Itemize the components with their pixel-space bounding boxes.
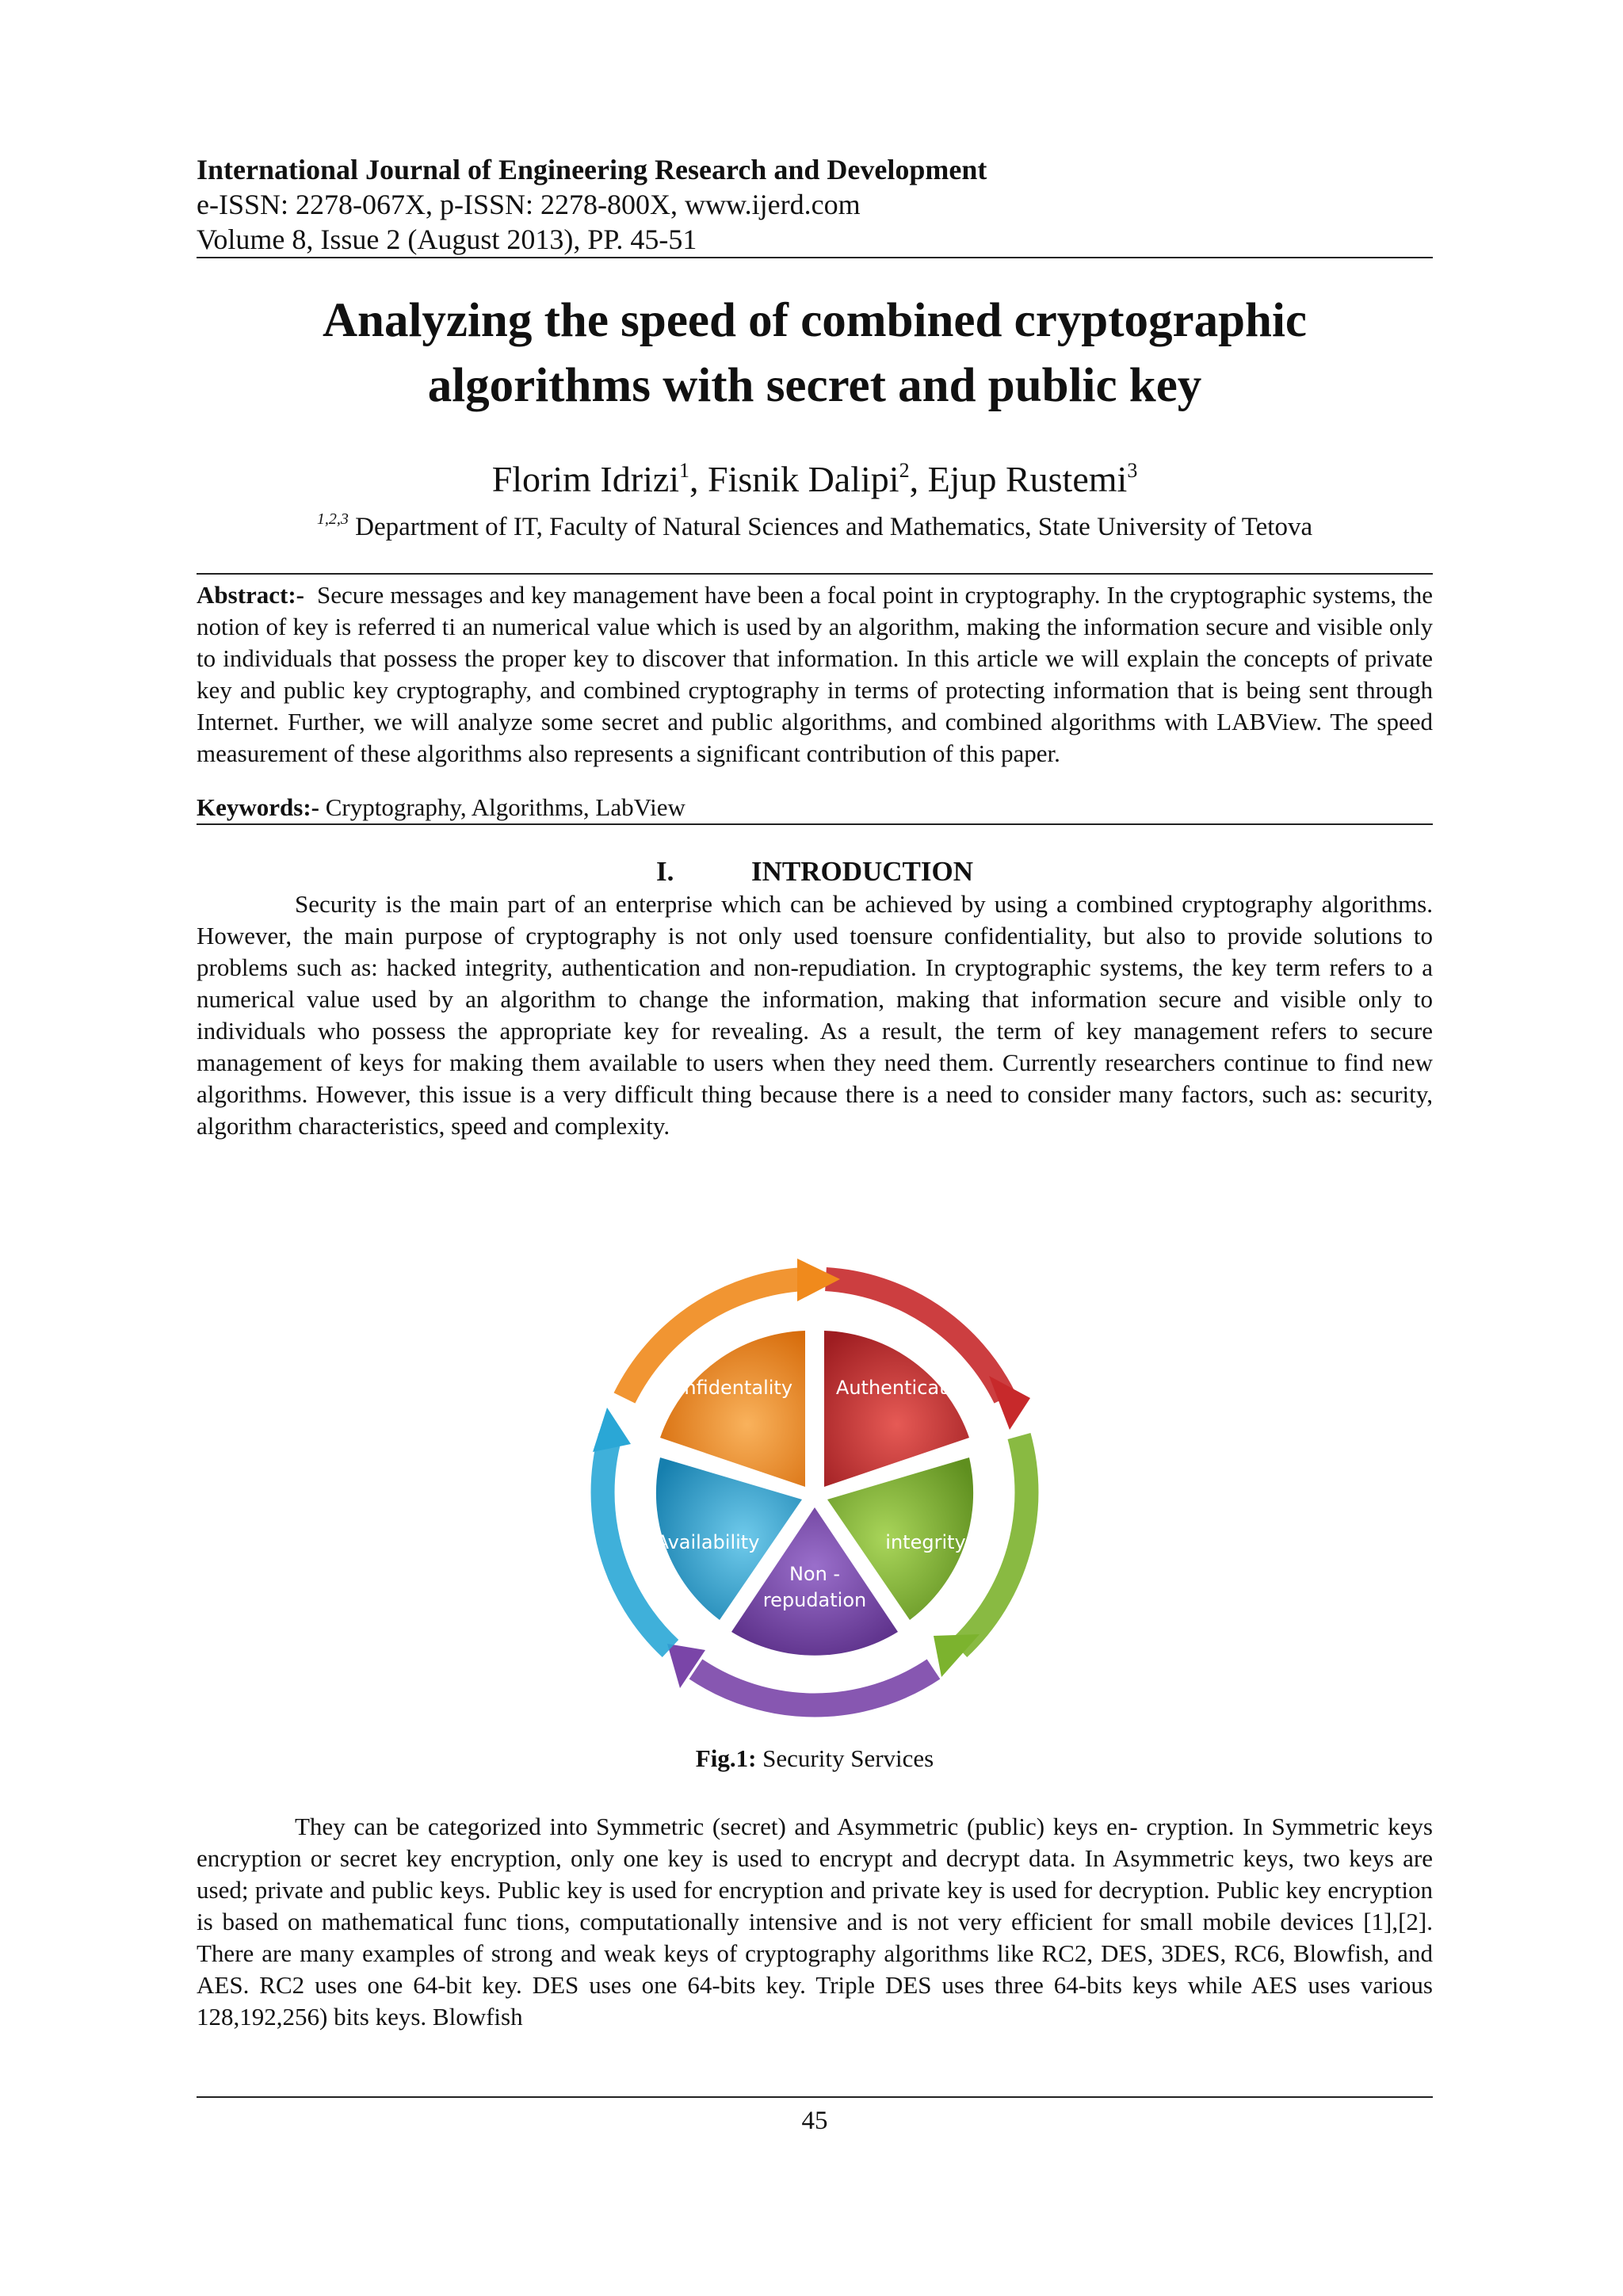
keywords-text: Cryptography, Algorithms, LabView: [325, 793, 685, 821]
non-repudiation-label-2: repudation: [762, 1589, 867, 1611]
authentication-wedge: [824, 1331, 969, 1487]
security-services-figure: [197, 1180, 1433, 1735]
affiliation: [197, 503, 1433, 543]
integrity-arrowhead: [934, 1634, 980, 1677]
journal-issn: e-ISSN: 2278-067X, p-ISSN: 2278-800X, www.ijerd.com: [197, 189, 861, 220]
availability-arrowhead: [593, 1408, 631, 1452]
integrity-label: integrity: [885, 1531, 966, 1553]
affiliation-sup: 1,2,3: [316, 510, 349, 528]
availability-label: Availability: [655, 1531, 760, 1553]
paper-title: [197, 288, 1433, 418]
intro-paragraph-2: They can be categorized into Symmetric (secret) and Asymmetric (public) keys en- cryption. In Symmetric keys encryption or secret key encryption, only one key is used to encrypt and decrypt data. In Asymmetric keys, two keys are used; private and public keys. Public key is used for encryption and private key is used for decryption. Public key encryption is based on mathematical func tions, computationally intensive and is not very efficient for small mobile devices [1],[2]. There are many examples of strong and weak keys of cryptography algorithms like RC2, DES, 3DES, RC6, Blowfish, and AES. RC2 uses one 64-bit key. DES uses one 64-bits key. Triple DES uses three 64-bits keys while AES uses various 128,192,256) bits keys. Blowfish: [197, 1813, 1433, 2030]
paper-page: [197, 152, 1433, 2033]
author-sup: 1: [679, 459, 690, 482]
non-repudiation-label-1: Non -: [789, 1563, 841, 1585]
non-repudiation-arrow: [696, 1669, 934, 1706]
author-name: Fisnik Dalipi: [708, 459, 899, 499]
keywords: [197, 792, 1433, 823]
intro-paragraph-1: Security is the main part of an enterprise which can be achieved by using a combined cryptography algorithms. However, the main purpose of cryptography is not only used toensure confidentiality, but also to provide solutions to problems such as: hacked integrity, authentication and non-repudiation. In cryptographic systems, the key term refers to a numerical value used by an algorithm to change the information, making that information secure and visible only to individuals who possess the appropriate key for revealing. As a result, the term of key management refers to secure management of keys for making them available to users when they need them. Currently researchers continue to find new algorithms. However, this issue is a very difficult thing because there is a need to consider many factors, such as: security, algorithm characteristics, speed and complexity.: [197, 890, 1433, 1140]
confidentiality-arrowhead: [797, 1259, 840, 1301]
figure-caption-label: Fig.1:: [695, 1744, 757, 1772]
security-services-diagram: [197, 1180, 1433, 1735]
affiliation-text: Department of IT, Faculty of Natural Sciences and Mathematics, State University of Tetova: [355, 513, 1313, 541]
journal-volume: Volume 8, Issue 2 (August 2013), PP. 45-51: [197, 223, 697, 255]
author-sup: 3: [1127, 459, 1138, 482]
footer-rule: [197, 2096, 1433, 2098]
title-line-1: Analyzing the speed of combined cryptographic: [322, 294, 1307, 347]
author-name: Florim Idrizi: [491, 459, 680, 499]
author-sup: 2: [899, 459, 910, 482]
figure-caption: [197, 1743, 1433, 1775]
abstract-text: Secure messages and key management have been a focal point in cryptography. In the cryptographic systems, the notion of key is referred ti an numerical value which is used by an algorithm, making the information secure and visible only to individuals that possess the proper key to discover that information. In this article we will explain the concepts of private key and public key cryptography, and combined cryptography in terms of protecting information that is being sent through Internet. Further, we will analyze some secret and public algorithms, and combined algorithms with LABView. The speed measurement of these algorithms also represents a significant contribution of this paper.: [197, 581, 1433, 767]
confidentiality-label: Confidentality: [659, 1377, 793, 1399]
keywords-label: Keywords:-: [197, 793, 319, 821]
authentication-label: Authentication: [835, 1377, 976, 1399]
author-list: Florim Idrizi$^1$, Fisnik Dalipi$^2$, Ejup Rustemi$^3$: [491, 459, 1138, 499]
page-number: 45: [801, 2107, 828, 2135]
abstract-label: Abstract:-: [197, 581, 305, 609]
keywords-rule: [197, 823, 1433, 825]
section-heading-introduction: [197, 855, 1433, 888]
section-number: I.: [655, 856, 674, 887]
author-name: Ejup Rustemi: [927, 459, 1128, 499]
title-line-2: algorithms with secret and public key: [427, 359, 1202, 412]
confidentiality-wedge: [660, 1331, 805, 1487]
figure-caption-text: Security Services: [762, 1744, 934, 1772]
abstract-top-rule: [197, 573, 1433, 575]
section-title: INTRODUCTION: [750, 856, 974, 887]
abstract: [197, 579, 1433, 770]
header-rule: [197, 257, 1433, 258]
journal-name: International Journal of Engineering Research and Development: [197, 154, 987, 185]
